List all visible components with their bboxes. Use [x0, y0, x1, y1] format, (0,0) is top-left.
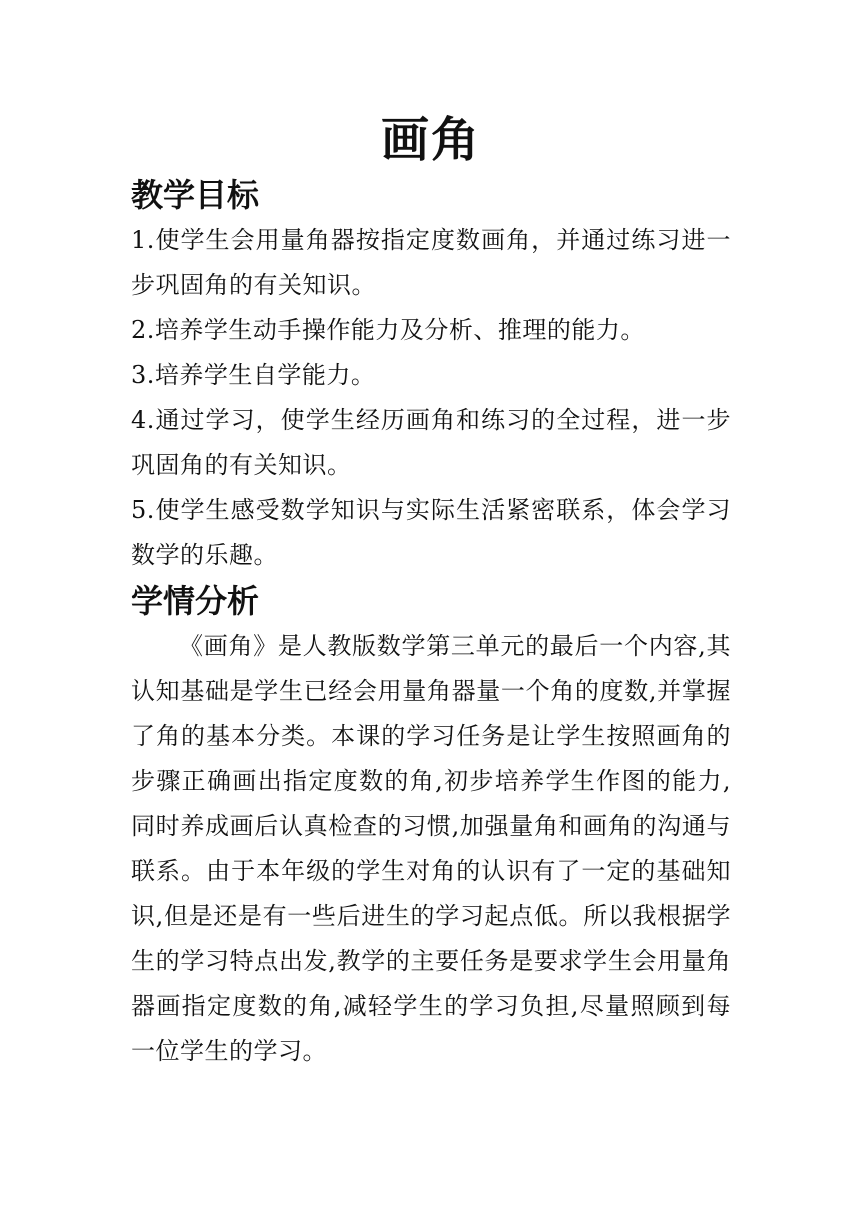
- goal-item: 3.培养学生自学能力。: [131, 361, 376, 389]
- goal-item: 5.使学生感受数学知识与实际生活紧密联系，体会学习数学的乐趣。: [131, 496, 731, 569]
- goal-item: 2.培养学生动手操作能力及分析、推理的能力。: [131, 316, 645, 344]
- teaching-goals-section: [131, 172, 731, 578]
- document-title: 画角: [380, 112, 481, 168]
- student-analysis-section: [131, 578, 731, 1074]
- student-analysis-paragraph: 《画角》是人教版数学第三单元的最后一个内容,其认知基础是学生已经会用量角器量一个角的度数,并掌握了角的基本分类。本课的学习任务是让学生按照画角的步骤正确画出指定度数的角,初步培养学生作图的能力,同时养成画后认真检查的习惯,加强量角和画角的沟通与联系。由于本年级的学生对角的认识有了一定的基础知识,但是还是有一些后进生的学习起点低。所以我根据学生的学习特点出发,教学的主要任务是要求学生会用量角器画指定度数的角,减轻学生的学习负担,尽量照顾到每一位学生的学习。: [131, 632, 731, 1065]
- teaching-goals-heading: 教学目标: [131, 176, 260, 214]
- goal-item: 1.使学生会用量角器按指定度数画角，并通过练习进一步巩固角的有关知识。: [131, 226, 731, 299]
- student-analysis-heading: 学情分析: [131, 582, 260, 620]
- teaching-goals-list: [131, 218, 731, 578]
- goal-item: 4.通过学习，使学生经历画角和练习的全过程，进一步巩固角的有关知识。: [131, 406, 731, 479]
- document-page: [131, 108, 731, 1074]
